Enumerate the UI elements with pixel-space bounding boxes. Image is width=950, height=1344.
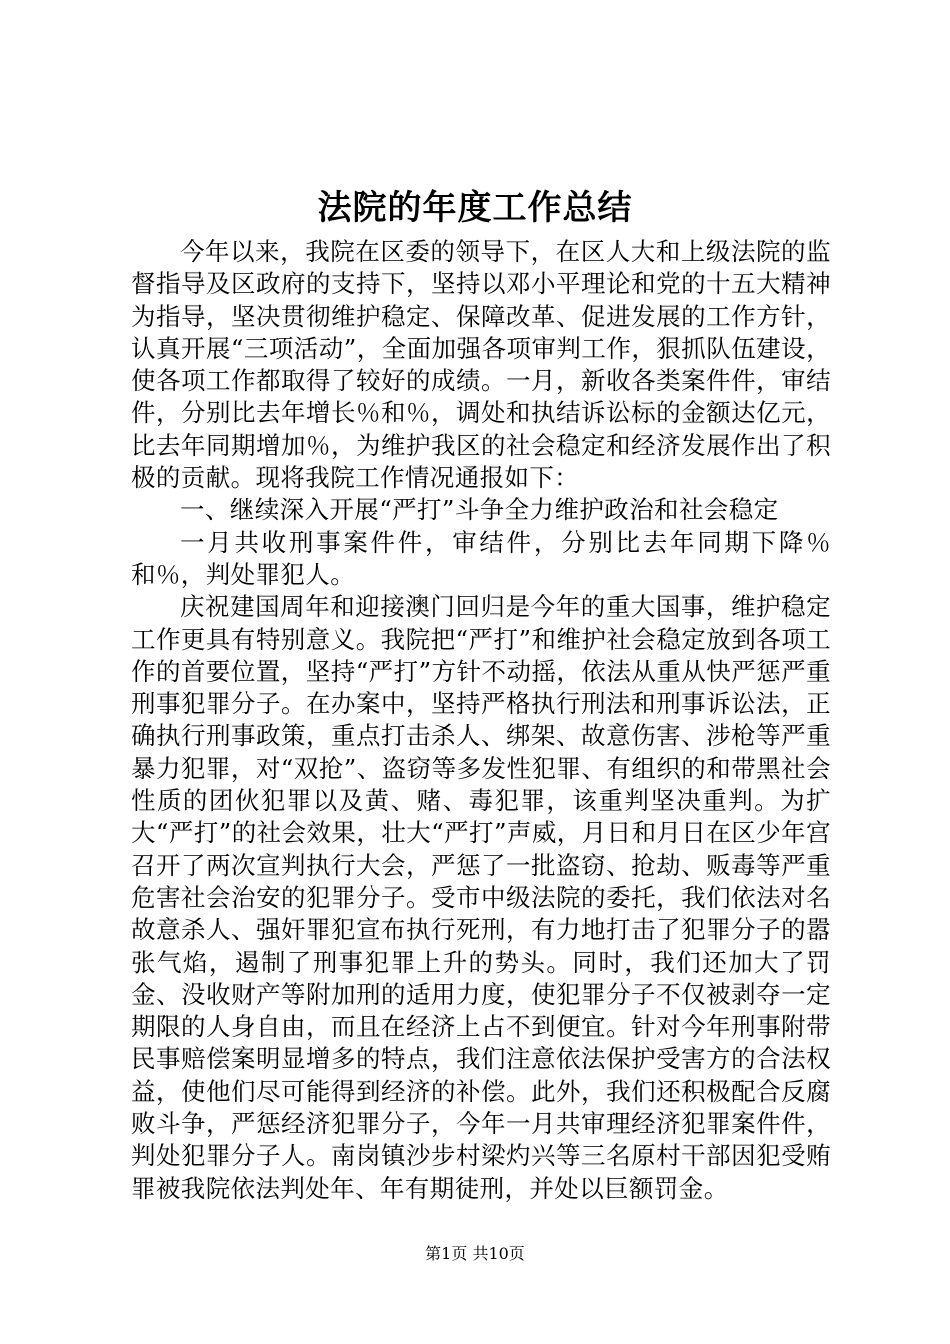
section-heading: 一、继续深入开展“严打”斗争全力维护政治和社会稳定 xyxy=(180,495,779,525)
page-number-footer: 第1页 共10页 xyxy=(425,1244,525,1263)
document-body xyxy=(131,236,831,1205)
document-title: 法院的年度工作总结 xyxy=(317,188,633,228)
paragraph-intro: 今年以来，我院在区委的领导下，在区人大和上级法院的监督指导及区政府的支持下，坚持以邓小平理论和党的十五大精神为指导，坚决贯彻维护稳定、保障改革、促进发展的工作方针，认真开展“三项活动”，全面加强各项审判工作，狠抓队伍建设，使各项工作都取得了较好的成绩。一月，新收各类案件件，审结件，分别比去年增长％和％，调处和执结诉讼标的金额达亿元，比去年同期增加％，为维护我区的社会稳定和经济发展作出了积极的贡献。现将我院工作情况通报如下： xyxy=(131,237,831,493)
paragraph-strike-hard: 庆祝建国周年和迎接澳门回归是今年的重大国事，维护稳定工作更具有特别意义。我院把“严打”和维护社会稳定放到各项工作的首要位置，坚持“严打”方针不动摇，依法从重从快严惩严重刑事犯罪分子。在办案中，坚持严格执行刑法和刑事诉讼法，正确执行刑事政策，重点打击杀人、绑架、故意伤害、涉枪等严重暴力犯罪，对“双抢”、盗窃等多发性犯罪、有组织的和带黑社会性质的团伙犯罪以及黄、赌、毒犯罪，该重判坚决重判。为扩大“严打”的社会效果，壮大“严打”声威，月日和月日在区少年宫召开了两次宣判执行大会，严惩了一批盗窃、抢劫、贩毒等严重危害社会治安的犯罪分子。受市中级法院的委托，我们依法对名故意杀人、强奸罪犯宣布执行死刑，有力地打击了犯罪分子的嚣张气焰，遏制了刑事犯罪上升的势头。同时，我们还加大了罚金、没收财产等附加刑的适用力度，使犯罪分子不仅被剥夺一定期限的人身自由，而且在经济上占不到便宜。针对今年刑事附带民事赔偿案明显增多的特点，我们注意依法保护受害方的合法权益，使他们尽可能得到经济的补偿。此外，我们还积极配合反腐败斗争，严惩经济犯罪分子，今年一月共审理经济犯罪案件件，判处犯罪分子人。南岗镇沙步村梁灼兴等三名原村干部因犯受贿罪被我院依法判处年、年有期徒刑，并处以巨额罚金。 xyxy=(131,592,831,1203)
paragraph-criminal-cases: 一月共收刑事案件件，审结件，分别比去年同期下降％和％，判处罪犯人。 xyxy=(131,527,831,589)
